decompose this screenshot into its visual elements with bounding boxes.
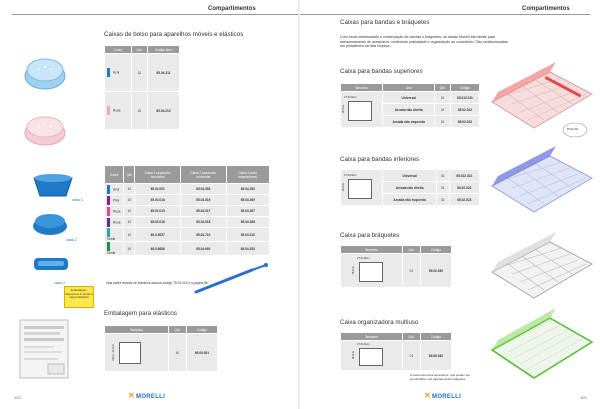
- table-cell: 65.02.022: [449, 182, 479, 194]
- col-header: Uso: [383, 84, 435, 92]
- header-rule-left: [12, 14, 300, 15]
- table-cell: 10: [124, 206, 135, 217]
- table-cell: 10: [124, 228, 135, 242]
- table-cell: [105, 334, 169, 372]
- table-cell: 01: [437, 182, 449, 194]
- organizer-table: [340, 332, 452, 371]
- col-header: Qtd.: [131, 46, 147, 54]
- organizer-note: A caixa não inclui acessórios, que podem ser encontrados nas páginas desta categoria.: [410, 373, 471, 381]
- table-cell: 10: [131, 92, 147, 130]
- size-diagram: [348, 101, 372, 121]
- section-title-elastic-package: Embalagem para elásticos: [104, 310, 177, 317]
- lower-bands-table: [340, 169, 480, 206]
- elastic-boxes-table: [104, 165, 270, 256]
- table-cell: 65.04.211: [147, 54, 179, 92]
- white-bracket-box-image: [482, 226, 598, 306]
- table-cell: Universal: [383, 170, 437, 182]
- pink-pocket-box-image: [22, 110, 68, 148]
- brand-logo-right: [424, 391, 461, 400]
- green-organizer-box-image: [482, 302, 598, 386]
- upper-bands-table: [340, 83, 480, 128]
- table-cell: 10: [124, 217, 135, 228]
- brand-text: MORELLI: [432, 394, 462, 400]
- table-cell: 65.02.013: [450, 116, 479, 128]
- table-cell: 65.04.269: [226, 195, 269, 206]
- table-cell: 65.02.015: [135, 206, 181, 217]
- table-cell: [105, 92, 132, 130]
- col-header: Código item: [147, 46, 179, 54]
- table-cell: [105, 217, 124, 228]
- table-cell: [105, 54, 132, 92]
- table-cell: 01: [435, 116, 450, 128]
- table-cell: 65.04.268: [226, 217, 269, 228]
- elastic-note: Veja pedra levador de elásticos avulsos código 75.03.015 e o página 86: [106, 281, 208, 285]
- table-cell: 65.02.023: [449, 194, 479, 206]
- retail-badge: Embalagem disponível à venda a varejo Elástico: [64, 286, 94, 308]
- col-header: Qtd.: [403, 333, 421, 341]
- table-cell: 65.02.012: [450, 104, 479, 116]
- header-right: Compartimentos: [522, 6, 570, 12]
- table-cell: [105, 184, 124, 195]
- section-title-organizer: Caixa organizadora multiuso: [340, 319, 419, 326]
- table-cell: 65.04.691: [180, 242, 226, 256]
- col-header: Tamanho: [341, 84, 383, 92]
- size-diagram: [359, 348, 383, 366]
- col-header: Caixa 3 (sem separadores): [226, 166, 269, 184]
- table-cell: 65.04.253: [226, 242, 269, 256]
- col-header: Caixa 2 separador horizontal: [180, 166, 226, 184]
- table-cell: 65.04.518: [180, 217, 226, 228]
- table-cell: [105, 206, 124, 217]
- elastic-package-table: [104, 325, 218, 372]
- size-diagram: [119, 342, 141, 364]
- table-cell: 01: [435, 104, 450, 116]
- table-cell: 10: [124, 242, 135, 256]
- section-title-upper-bands: Caixa para bandas superiores: [340, 68, 423, 75]
- cell-text: Verde: [107, 251, 116, 255]
- table-cell: 65.012.011: [450, 92, 479, 104]
- caixa-3-label: caixa 3: [54, 281, 65, 285]
- caixa-2-label: caixa 2: [66, 238, 77, 242]
- table-cell: 65.04.210: [226, 228, 269, 242]
- side-text: 18,5cm: [342, 183, 345, 192]
- page-number-left: 102: [14, 395, 21, 400]
- table-cell: 01: [437, 194, 449, 206]
- blue-case-image: [30, 252, 74, 276]
- brand-text: MORELLI: [136, 394, 166, 400]
- size-diagram: [359, 262, 383, 282]
- cell-text: Rosa: [113, 208, 121, 213]
- table-cell: 10: [124, 184, 135, 195]
- size-text: 27,5x23cm: [344, 174, 357, 177]
- size-text: Aprox. 12,5cm: [112, 344, 115, 361]
- section-title-lower-bands: Caixa para bandas inferiores: [340, 156, 420, 163]
- table-cell: 65.02.001: [135, 184, 181, 195]
- col-header: Código: [186, 326, 217, 334]
- color-swatch: [107, 106, 110, 115]
- col-header: Tamanho: [341, 333, 403, 341]
- table-cell: 65.04.253: [226, 184, 269, 195]
- col-header: Caixa 1 separador horizontal: [135, 166, 181, 184]
- table-cell: Arcada não esquerda: [383, 116, 435, 128]
- blue-band-box-image: [482, 140, 598, 220]
- cell-text: Azul: [113, 186, 120, 191]
- col-header: Código: [450, 84, 479, 92]
- blue-pocket-box-image: [22, 52, 68, 92]
- intro-paragraph: Com fundo arredondado e conservação de bandas e bráquetes, as caixas Morelli são ideais para armazenamento de acessórios, conferindo praticidade e organização ao consultório. São confeccionadas em poliestireno de alta limpeza.: [340, 35, 508, 49]
- table-cell: Arcada não direita: [383, 104, 435, 116]
- color-swatch: [107, 68, 110, 77]
- side-text: 18,5cm: [352, 351, 355, 360]
- elastic-package-image: [18, 318, 70, 380]
- col-header: Qtd.: [435, 84, 450, 92]
- table-cell: 65.08.030: [420, 341, 451, 371]
- table-cell: Arcada não esquerda: [383, 194, 437, 206]
- cell-text: Roxa: [113, 219, 121, 224]
- brackets-table: [340, 245, 452, 288]
- table-cell: 01: [403, 341, 421, 371]
- table-cell: 10: [169, 334, 187, 372]
- table-cell: 65.05.001: [186, 334, 217, 372]
- size-cell: [341, 92, 383, 128]
- color-swatch: [107, 242, 110, 251]
- right-page: [300, 0, 600, 409]
- header-rule-right: [300, 14, 590, 15]
- blue-bowl-box-image: [30, 170, 76, 200]
- size-cell: [341, 341, 403, 371]
- table-cell: 10: [131, 54, 147, 92]
- table-cell: 01: [403, 254, 421, 288]
- table-cell: Universal: [383, 92, 435, 104]
- header-left: Compartimentos: [208, 6, 256, 12]
- table-cell: 65.02.016: [135, 217, 181, 228]
- size-text: 27,5x23cm: [357, 343, 370, 346]
- cell-text: Pink: [113, 197, 120, 202]
- table-cell: 10: [124, 195, 135, 206]
- color-swatch: [107, 218, 110, 227]
- table-cell: Arcada não direita: [383, 182, 437, 194]
- col-header: Tamanho: [341, 246, 403, 254]
- table-cell: 65.04.553: [180, 184, 226, 195]
- col-header: Cores: [105, 166, 124, 184]
- side-text: 18,5cm: [342, 105, 345, 114]
- color-swatch: [107, 185, 110, 194]
- size-diagram: [348, 179, 372, 199]
- ref-code: 65.02.011: [567, 128, 579, 131]
- table-cell: 65.012.021: [449, 170, 479, 182]
- table-cell: 65.02.018: [135, 195, 181, 206]
- section-title-pocket-boxes: Caixas de bolso para aparelhos móveis e elásticos: [104, 31, 244, 38]
- table-cell: 65.04.710: [180, 228, 226, 242]
- table-cell: 65.04.213: [147, 92, 179, 130]
- table-cell: 65.0.5637: [135, 228, 181, 242]
- table-cell: 01: [435, 92, 450, 104]
- col-header: Código: [420, 246, 451, 254]
- col-header: Qtd.: [169, 326, 187, 334]
- size-text: 27,5x23cm: [357, 257, 370, 260]
- size-text: 27,5x23cm: [344, 96, 357, 99]
- logo-mark-icon: ✕: [424, 391, 432, 400]
- table-cell: 65.04.517: [180, 206, 226, 217]
- col-header: Cores: [105, 46, 132, 54]
- col-header: Código: [420, 333, 451, 341]
- pocket-boxes-table: [104, 45, 180, 130]
- table-cell: [105, 242, 124, 256]
- brand-logo-left: [128, 391, 165, 400]
- table-cell: 65.04.519: [180, 195, 226, 206]
- table-cell: 65.0.5686: [135, 242, 181, 256]
- color-swatch: [107, 207, 110, 216]
- table-cell: 65.04.267: [226, 206, 269, 217]
- table-cell: [105, 228, 124, 242]
- cell-text: Azul: [113, 70, 120, 75]
- table-cell: 65.02.030: [420, 254, 451, 288]
- page-number-right: 103: [580, 395, 587, 400]
- col-header: Qtd.: [403, 246, 421, 254]
- col-header: Tamanho: [105, 326, 169, 334]
- col-header: Qtd.: [124, 166, 135, 184]
- cell-text: Verde: [107, 237, 116, 241]
- table-cell: 01: [437, 170, 449, 182]
- side-text: 18,5cm: [352, 266, 355, 275]
- blue-round-box-image: [30, 210, 70, 236]
- elastic-placer-tool-image: [192, 262, 272, 296]
- section-title-bands: Caixas para bandas e bráquetes: [340, 19, 430, 26]
- size-cell: [341, 170, 383, 206]
- size-cell: [341, 254, 403, 288]
- logo-mark-icon: ✕: [128, 391, 136, 400]
- color-swatch: [107, 228, 110, 237]
- color-swatch: [107, 196, 110, 205]
- caixa-1-label: caixa 1: [72, 198, 83, 202]
- section-title-brackets: Caixa para bráquetes: [340, 232, 400, 239]
- cell-text: Rosa: [113, 108, 121, 113]
- table-cell: [105, 195, 124, 206]
